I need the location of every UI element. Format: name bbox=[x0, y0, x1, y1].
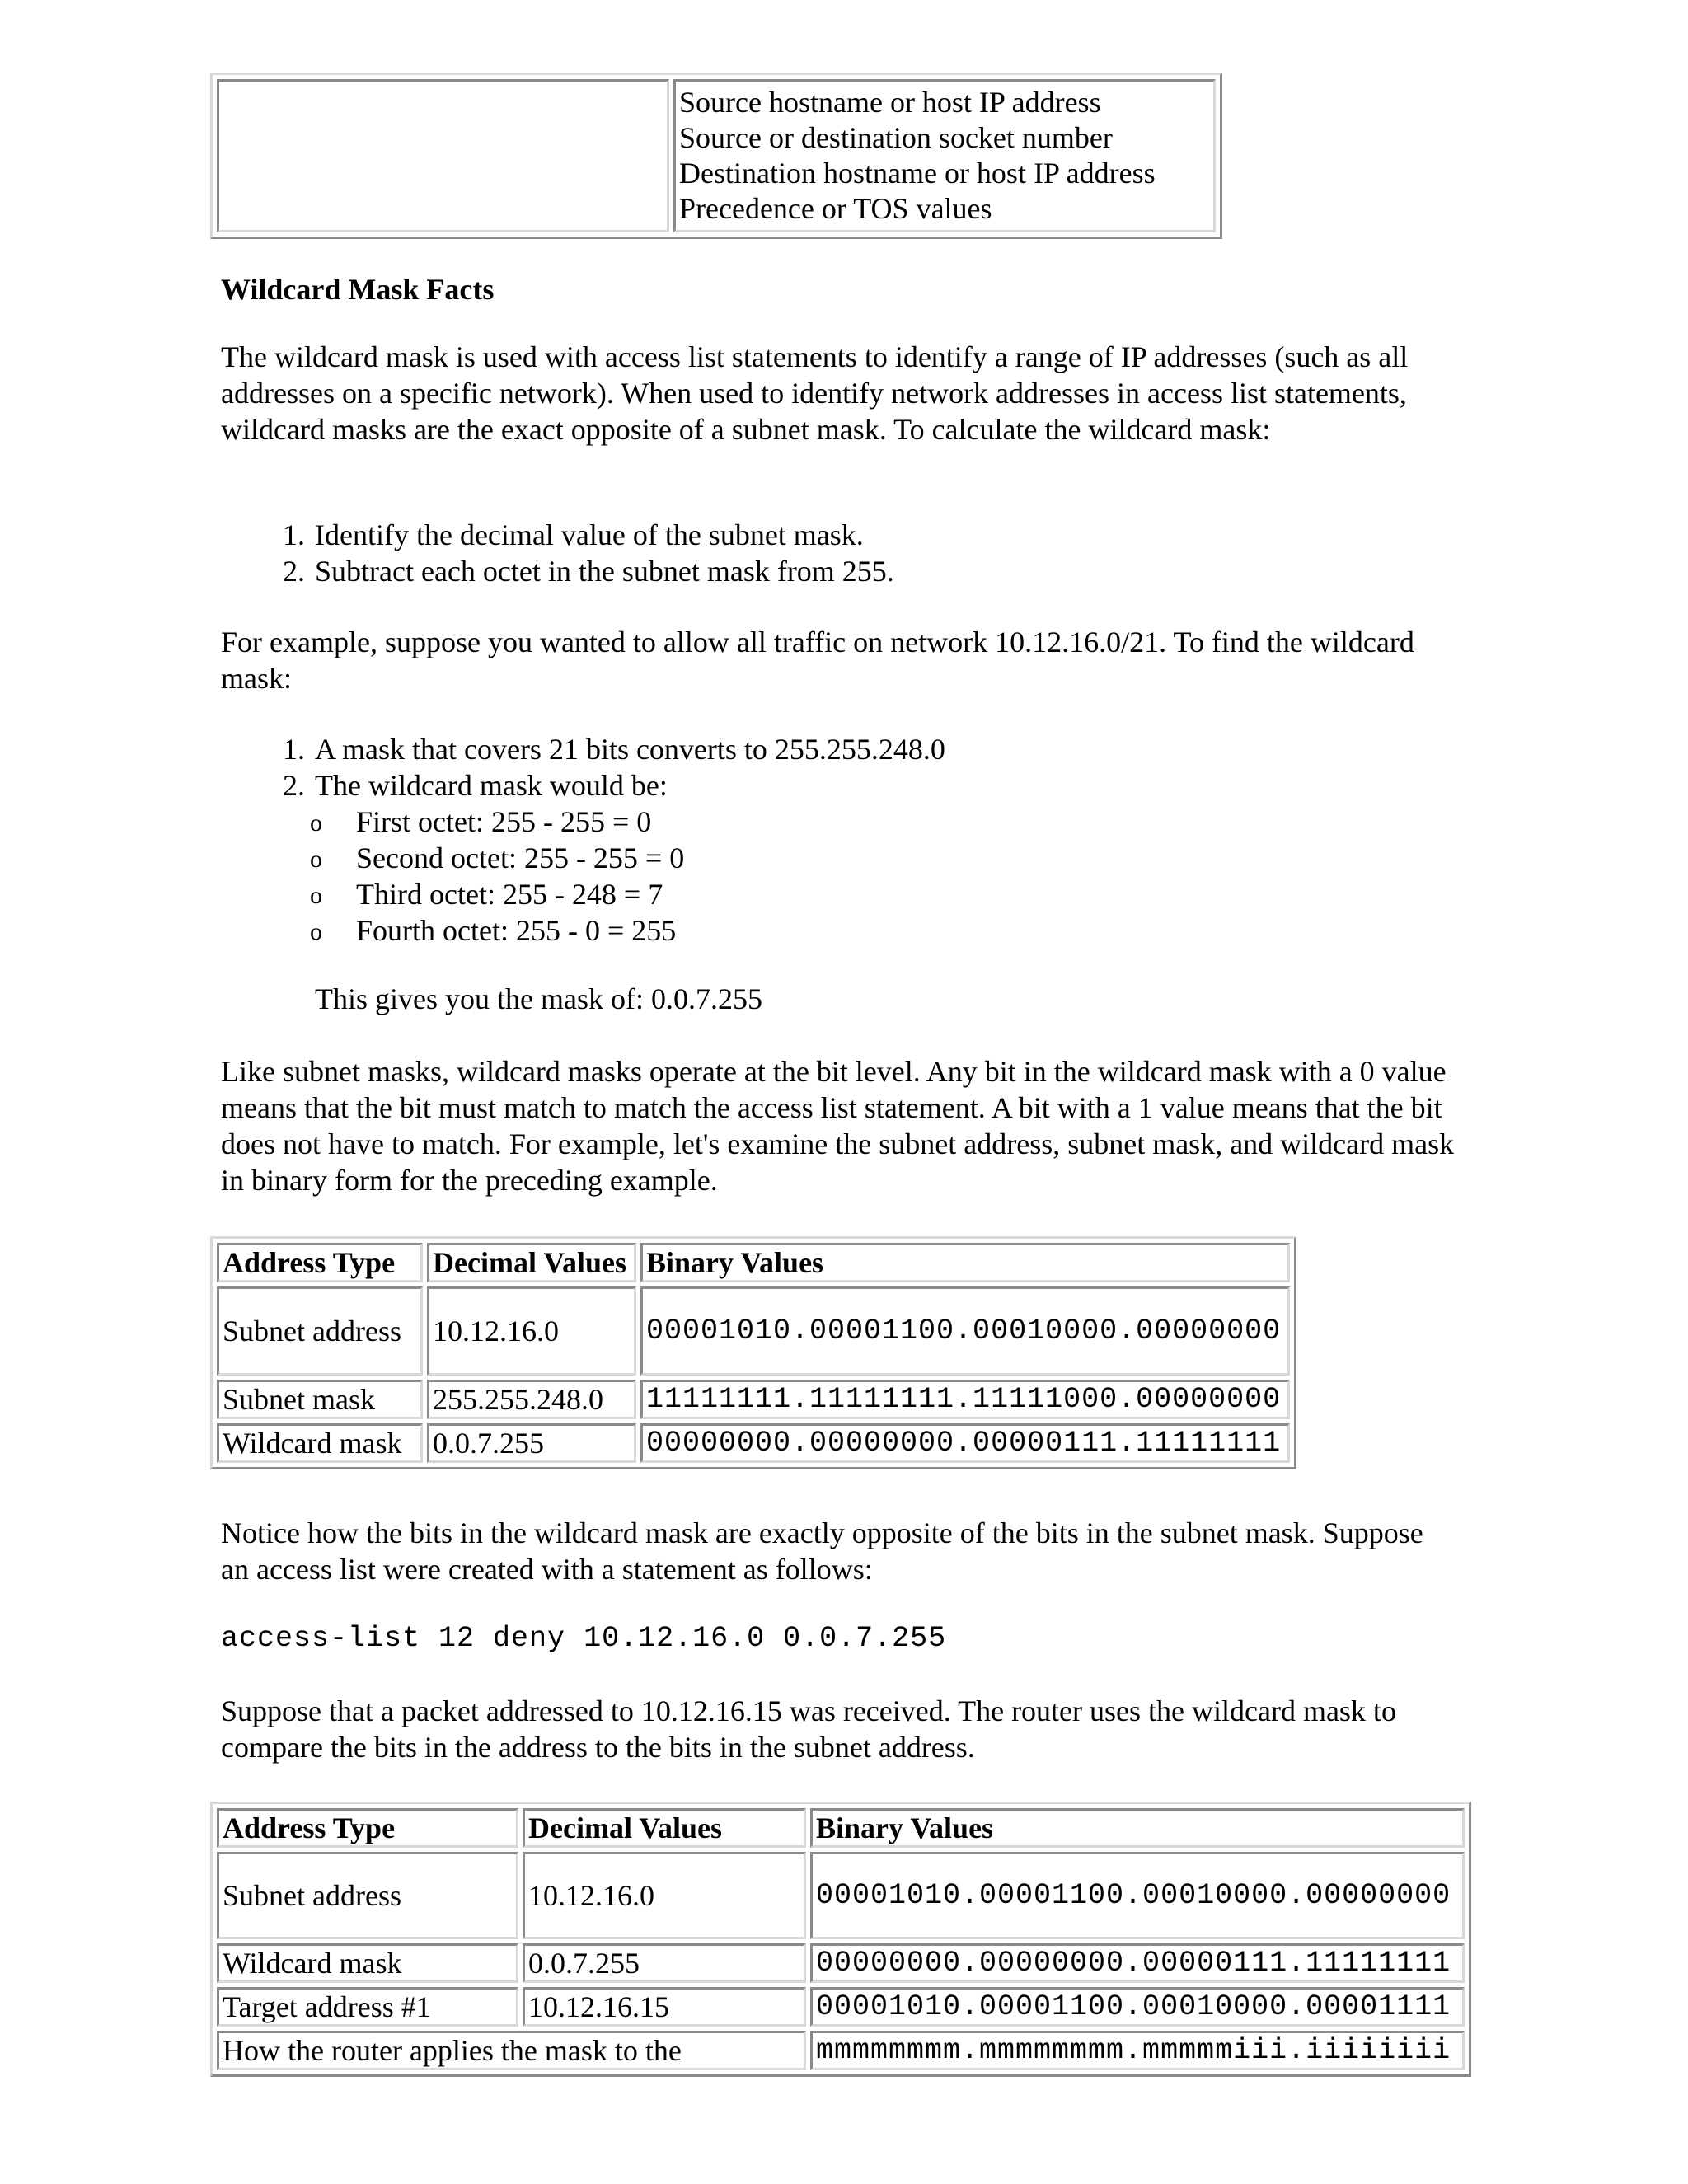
table-cell: 00001010.00001100.00010000.00001111 bbox=[810, 1987, 1465, 2027]
table-row bbox=[217, 1286, 1290, 1376]
column-header: Decimal Values bbox=[523, 1808, 806, 1848]
criteria-line: Source hostname or host IP address bbox=[679, 86, 1101, 119]
list-item: 2. The wildcard mask would be: o First octet: 255 - 255 = 0 o Second octet: 255 - 255 = 0 o Third octet: 255 - 248 = 7 o Fourth octet: 255 - 0 = 255 bbox=[264, 767, 945, 949]
table-cell: 10.12.16.0 bbox=[427, 1286, 636, 1376]
list-item: 1. A mask that covers 21 bits converts to 255.255.248.0 bbox=[283, 733, 945, 766]
list-item: 1. Identify the decimal value of the subnet mask. bbox=[283, 518, 864, 551]
list-item: o Second octet: 255 - 255 = 0 bbox=[264, 840, 945, 876]
binary-values-table bbox=[210, 1236, 1296, 1469]
table-cell: Subnet address bbox=[217, 1852, 518, 1939]
table-cell: Target address #1 bbox=[217, 1987, 518, 2027]
table-cell-criteria bbox=[673, 79, 1216, 232]
mask-application-table bbox=[210, 1802, 1471, 2077]
list-item: o First octet: 255 - 255 = 0 bbox=[264, 804, 945, 840]
table-cell: 11111111.11111111.11111000.00000000 bbox=[640, 1380, 1290, 1419]
table-cell: Wildcard mask bbox=[217, 1423, 423, 1463]
table-row bbox=[217, 1987, 1465, 2027]
table-cell: 10.12.16.0 bbox=[523, 1852, 806, 1939]
bullet-icon: o bbox=[310, 882, 322, 909]
table-cell: 10.12.16.15 bbox=[523, 1987, 806, 2027]
table-row bbox=[217, 2031, 1465, 2070]
criteria-line: Precedence or TOS values bbox=[679, 192, 992, 225]
table-cell: 00001010.00001100.00010000.00000000 bbox=[810, 1852, 1465, 1939]
bullet-icon: o bbox=[310, 846, 322, 873]
criteria-line: Destination hostname or host IP address bbox=[679, 157, 1156, 190]
table-header-row bbox=[217, 1243, 1290, 1282]
bullet-icon: o bbox=[310, 809, 322, 837]
table-header-row bbox=[217, 1808, 1465, 1848]
table-cell: mmmmmmmm.mmmmmmmm.mmmmmiii.iiiiiiii bbox=[810, 2031, 1465, 2070]
bullet-icon: o bbox=[310, 918, 322, 945]
table-cell: Wildcard mask bbox=[217, 1943, 518, 1983]
intro-paragraph: The wildcard mask is used with access list statements to identify a range of IP addresses (such as all addresses on a specific network). When used to identify network addresses in access list statements, wildcard masks are the exact opposite of a subnet mask. To calculate the wildcard mask: bbox=[221, 340, 1409, 446]
table-row bbox=[217, 1423, 1290, 1463]
mask-result-text: This gives you the mask of: 0.0.7.255 bbox=[315, 982, 762, 1015]
packet-paragraph: Suppose that a packet addressed to 10.12.16.15 was received. The router uses the wildcard mask to compare the bits in the address to the bits in the subnet address. bbox=[221, 1694, 1396, 1764]
table-cell: Subnet mask bbox=[217, 1380, 423, 1419]
table-cell: 255.255.248.0 bbox=[427, 1380, 636, 1419]
table-row bbox=[217, 1380, 1290, 1419]
column-header: Binary Values bbox=[810, 1808, 1465, 1848]
list-item: o Third octet: 255 - 248 = 7 bbox=[264, 876, 945, 912]
bit-level-paragraph: Like subnet masks, wildcard masks operate at the bit level. Any bit in the wildcard mask with a 0 value means that the bit must match to match the access list statement. A bit with a 1 value means that the bit does not have to match. For example, let's examine the subnet address, subnet mask, and wildcard mask in binary form for the preceding example. bbox=[221, 1055, 1455, 1197]
calculation-steps-list bbox=[264, 517, 894, 589]
table-cell-empty bbox=[217, 79, 669, 232]
table-cell: 00000000.00000000.00000111.11111111 bbox=[810, 1943, 1465, 1983]
list-item: 2. Subtract each octet in the subnet mask from 255. bbox=[283, 555, 894, 588]
table-cell: 00000000.00000000.00000111.11111111 bbox=[640, 1423, 1290, 1463]
column-header: Decimal Values bbox=[427, 1243, 636, 1282]
column-header: Address Type bbox=[217, 1243, 423, 1282]
table-cell: 0.0.7.255 bbox=[523, 1943, 806, 1983]
access-list-command: access-list 12 deny 10.12.16.0 0.0.7.255 bbox=[221, 1622, 947, 1655]
list-item: o Fourth octet: 255 - 0 = 255 bbox=[264, 912, 945, 949]
example-steps-list bbox=[264, 731, 945, 949]
table-cell: 0.0.7.255 bbox=[427, 1423, 636, 1463]
table-row bbox=[217, 79, 1216, 232]
octet-list bbox=[264, 804, 945, 949]
table-row bbox=[217, 1943, 1465, 1983]
table-cell: How the router applies the mask to the bbox=[217, 2031, 806, 2070]
example-paragraph: For example, suppose you wanted to allow all traffic on network 10.12.16.0/21. To find the wildcard mask: bbox=[221, 626, 1414, 695]
table-row bbox=[217, 1852, 1465, 1939]
criteria-line: Source or destination socket number bbox=[679, 121, 1113, 154]
table-cell: 00001010.00001100.00010000.00000000 bbox=[640, 1286, 1290, 1376]
column-header: Binary Values bbox=[640, 1243, 1290, 1282]
filter-criteria-table bbox=[210, 73, 1222, 239]
notice-paragraph: Notice how the bits in the wildcard mask are exactly opposite of the bits in the subnet mask. Suppose an access list were created with a statement as follows: bbox=[221, 1516, 1423, 1586]
column-header: Address Type bbox=[217, 1808, 518, 1848]
section-heading: Wildcard Mask Facts bbox=[221, 273, 495, 306]
table-cell: Subnet address bbox=[217, 1286, 423, 1376]
